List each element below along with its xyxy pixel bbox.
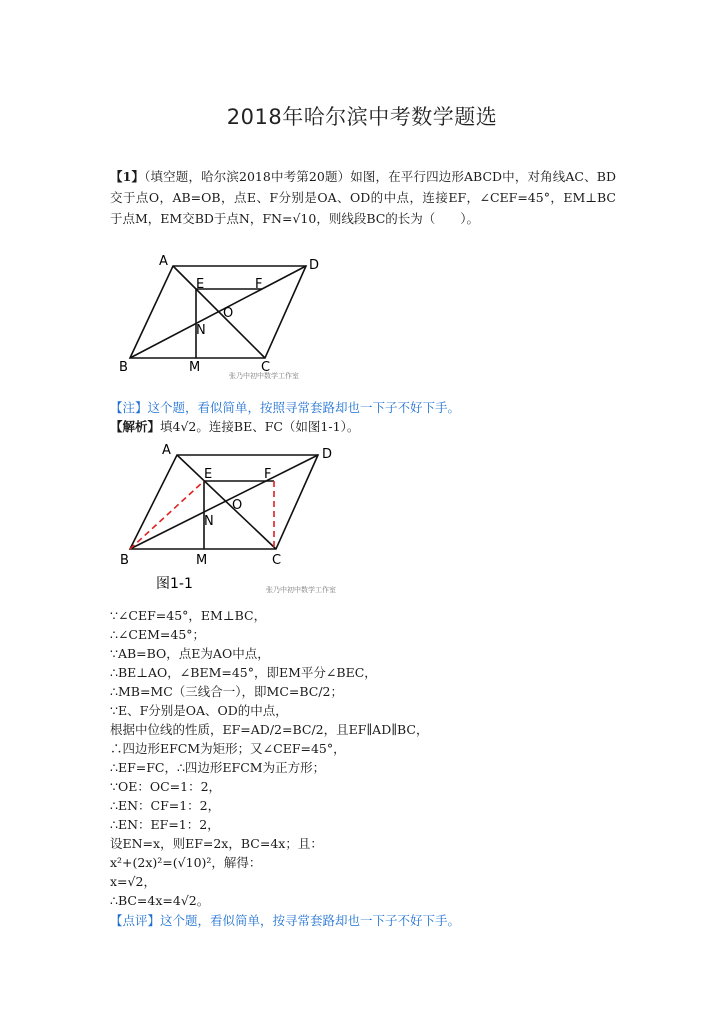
solution-step: ∴BE⊥AO，∠BEM=45°，即EM平分∠BEC， [110, 665, 377, 680]
label-d: D [309, 258, 320, 273]
problem-text: （填空题，哈尔滨2018中考第20题）如图，在平行四边形ABCD中，对角线AC、BD交于点O，AB=OB，点E、F分别是OA、OD的中点，连接EF，∠CEF=45°，EM⊥BC于点M，EM交BD于点N，FN=√10，则线段BC的长为（ ）。 [110, 169, 616, 226]
solution-step: 根据中位线的性质，EF=AD/2=BC/2，且EF∥AD∥BC， [110, 722, 429, 737]
solution-step: ∴EN：EF=1：2， [110, 817, 220, 832]
figure-1-1 [116, 440, 356, 600]
note-text: 这个题，看似简单，按照寻常套路却也一下子不好下手。 [147, 400, 461, 415]
label-d: D [322, 447, 333, 462]
solution-step: ∵E、F分别是OA、OD的中点， [110, 703, 288, 718]
label-m: M [189, 360, 201, 375]
solution-step: 设EN=x，则EF=2x，BC=4x；且： [110, 836, 323, 851]
diagonal-bd [130, 266, 306, 358]
note-tag: 【注】 [110, 400, 148, 415]
review [110, 911, 460, 929]
problem-number: 【1】 [110, 169, 145, 184]
solution-tag: 【解析】 [110, 419, 161, 434]
solution-step: ∵AB=BO，点E为AO中点， [110, 646, 270, 661]
solution-step: ∴MB=MC（三线合一），即MC=BC/2； [110, 684, 344, 699]
label-a: A [159, 254, 168, 269]
label-n: N [204, 514, 214, 529]
diagonal-bd [130, 455, 318, 549]
watermark-1: 张乃中初中数学工作室 [229, 372, 299, 380]
solution-step: ∴BC=4x=4√2。 [110, 893, 210, 908]
solution-step: ∴四边形EFCM为矩形；又∠CEF=45°， [110, 741, 346, 756]
solution-step: ∵∠CEF=45°，EM⊥BC， [110, 608, 267, 623]
review-tag: 【点评】 [110, 913, 161, 928]
label-m: M [196, 553, 208, 568]
solution-text: 填4√2。连接BE、FC（如图1-1）。 [160, 419, 360, 434]
label-f: F [255, 277, 263, 292]
label-c: C [272, 553, 282, 568]
solution-step: ∴∠CEM=45°； [110, 627, 206, 642]
solution-step: x=√2， [110, 874, 156, 889]
label-o: O [223, 306, 234, 321]
label-e: E [196, 277, 205, 292]
problem-statement [110, 166, 616, 229]
diagonal-ac [177, 455, 276, 549]
watermark-2: 张乃中初中数学工作室 [266, 586, 336, 594]
note [110, 398, 460, 416]
solution-step: x²+(2x)²=(√10)²，解得： [110, 855, 262, 870]
solution-step: ∵OE：OC=1：2， [110, 779, 222, 794]
label-n: N [196, 323, 206, 338]
label-b: B [120, 553, 129, 568]
label-e: E [204, 467, 213, 482]
solution-step: ∴EF=FC，∴四边形EFCM为正方形； [110, 760, 326, 775]
label-a: A [162, 443, 171, 458]
solution-heading [110, 417, 359, 435]
dashed-segment-be [130, 481, 204, 549]
review-text: 这个题，看似简单，按寻常套路却也一下子不好下手。 [160, 913, 461, 928]
label-c: C [261, 360, 271, 375]
label-f: F [264, 467, 272, 482]
solution-step: ∴EN：CF=1：2， [110, 798, 221, 813]
figure-caption: 图1-1 [156, 576, 193, 592]
page-title: 2018年哈尔滨中考数学题选 [226, 105, 498, 129]
label-o: O [232, 498, 243, 513]
figure-1 [116, 251, 346, 386]
label-b: B [119, 360, 128, 375]
